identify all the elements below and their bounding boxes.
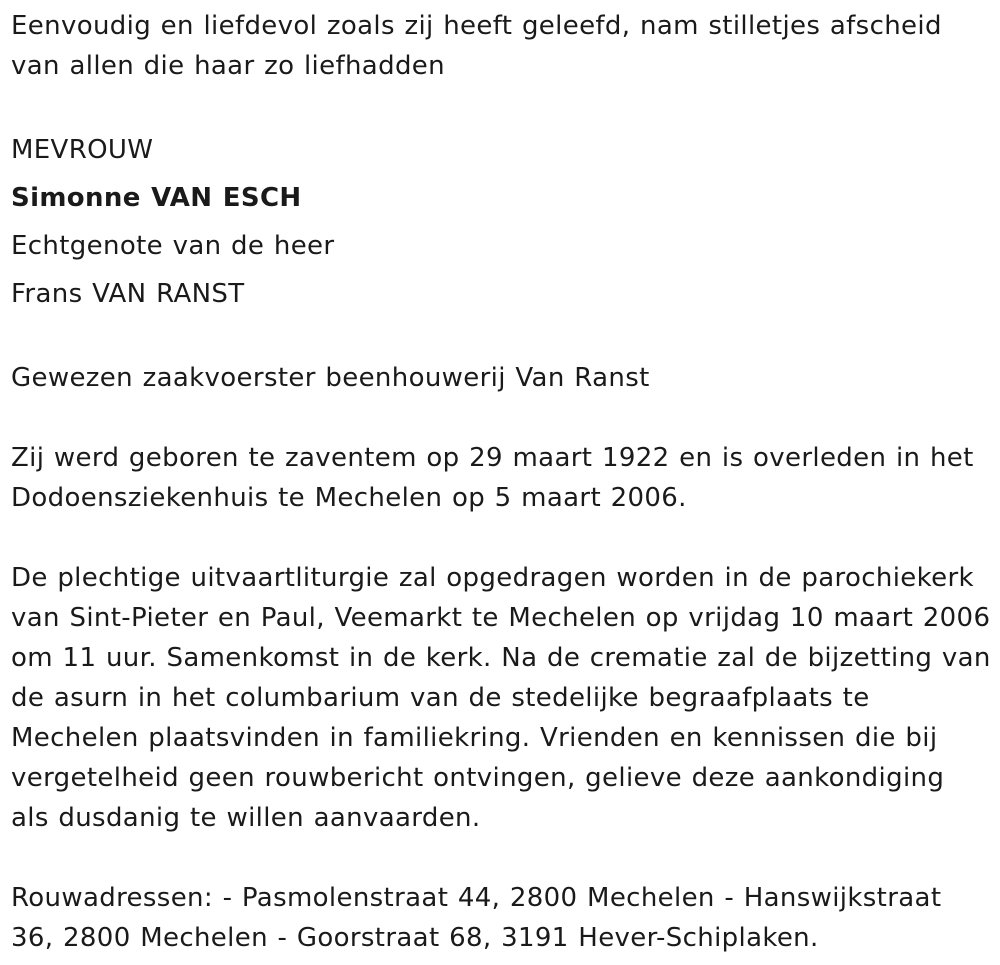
title-prefix: MEVROUW — [11, 135, 154, 165]
spouse-label: Echtgenote van de heer — [11, 231, 335, 261]
deceased-name: Simonne VAN ESCH — [11, 183, 302, 213]
spouse-name: Frans VAN RANST — [11, 279, 245, 309]
spacer — [11, 518, 991, 558]
ceremony-text: De plechtige uitvaartliturgie zal opgedragen worden in de parochiekerk van Sint-Pieter en Paul, Veemarkt te Mechelen op vrijdag 10 maart 2006 om 11 uur. Samenkomst in de kerk. Na de crematie zal de bijzetting van de asurn in het columbarium van de stedelijke begraafplaats te Mechelen plaatsvinden in familiekring. Vrienden en kennissen die bij vergetelheid geen rouwbericht ontvingen, gelieve deze aankondiging als dusdanig te willen aanvaarden. — [11, 563, 991, 833]
spacer — [11, 838, 991, 878]
occupation-text: Gewezen zaakvoerster beenhouwerij Van Ranst — [11, 363, 650, 393]
intro-text: Eenvoudig en liefdevol zoals zij heeft geleefd, nam stilletjes afscheid van allen die haar zo liefhadden — [11, 11, 942, 81]
obituary-document — [11, 6, 991, 958]
spacer — [11, 318, 991, 358]
spacer — [11, 86, 991, 126]
spacer — [11, 398, 991, 438]
birth-death-text: Zij werd geboren te zaventem op 29 maart 1922 en is overleden in het Dodoensziekenhuis te Mechelen op 5 maart 2006. — [11, 443, 974, 513]
name-block — [11, 126, 991, 318]
addresses-text: Rouwadressen: - Pasmolenstraat 44, 2800 Mechelen - Hanswijkstraat 36, 2800 Mechelen - Goorstraat 68, 3191 Hever-Schiplaken. — [11, 883, 942, 953]
